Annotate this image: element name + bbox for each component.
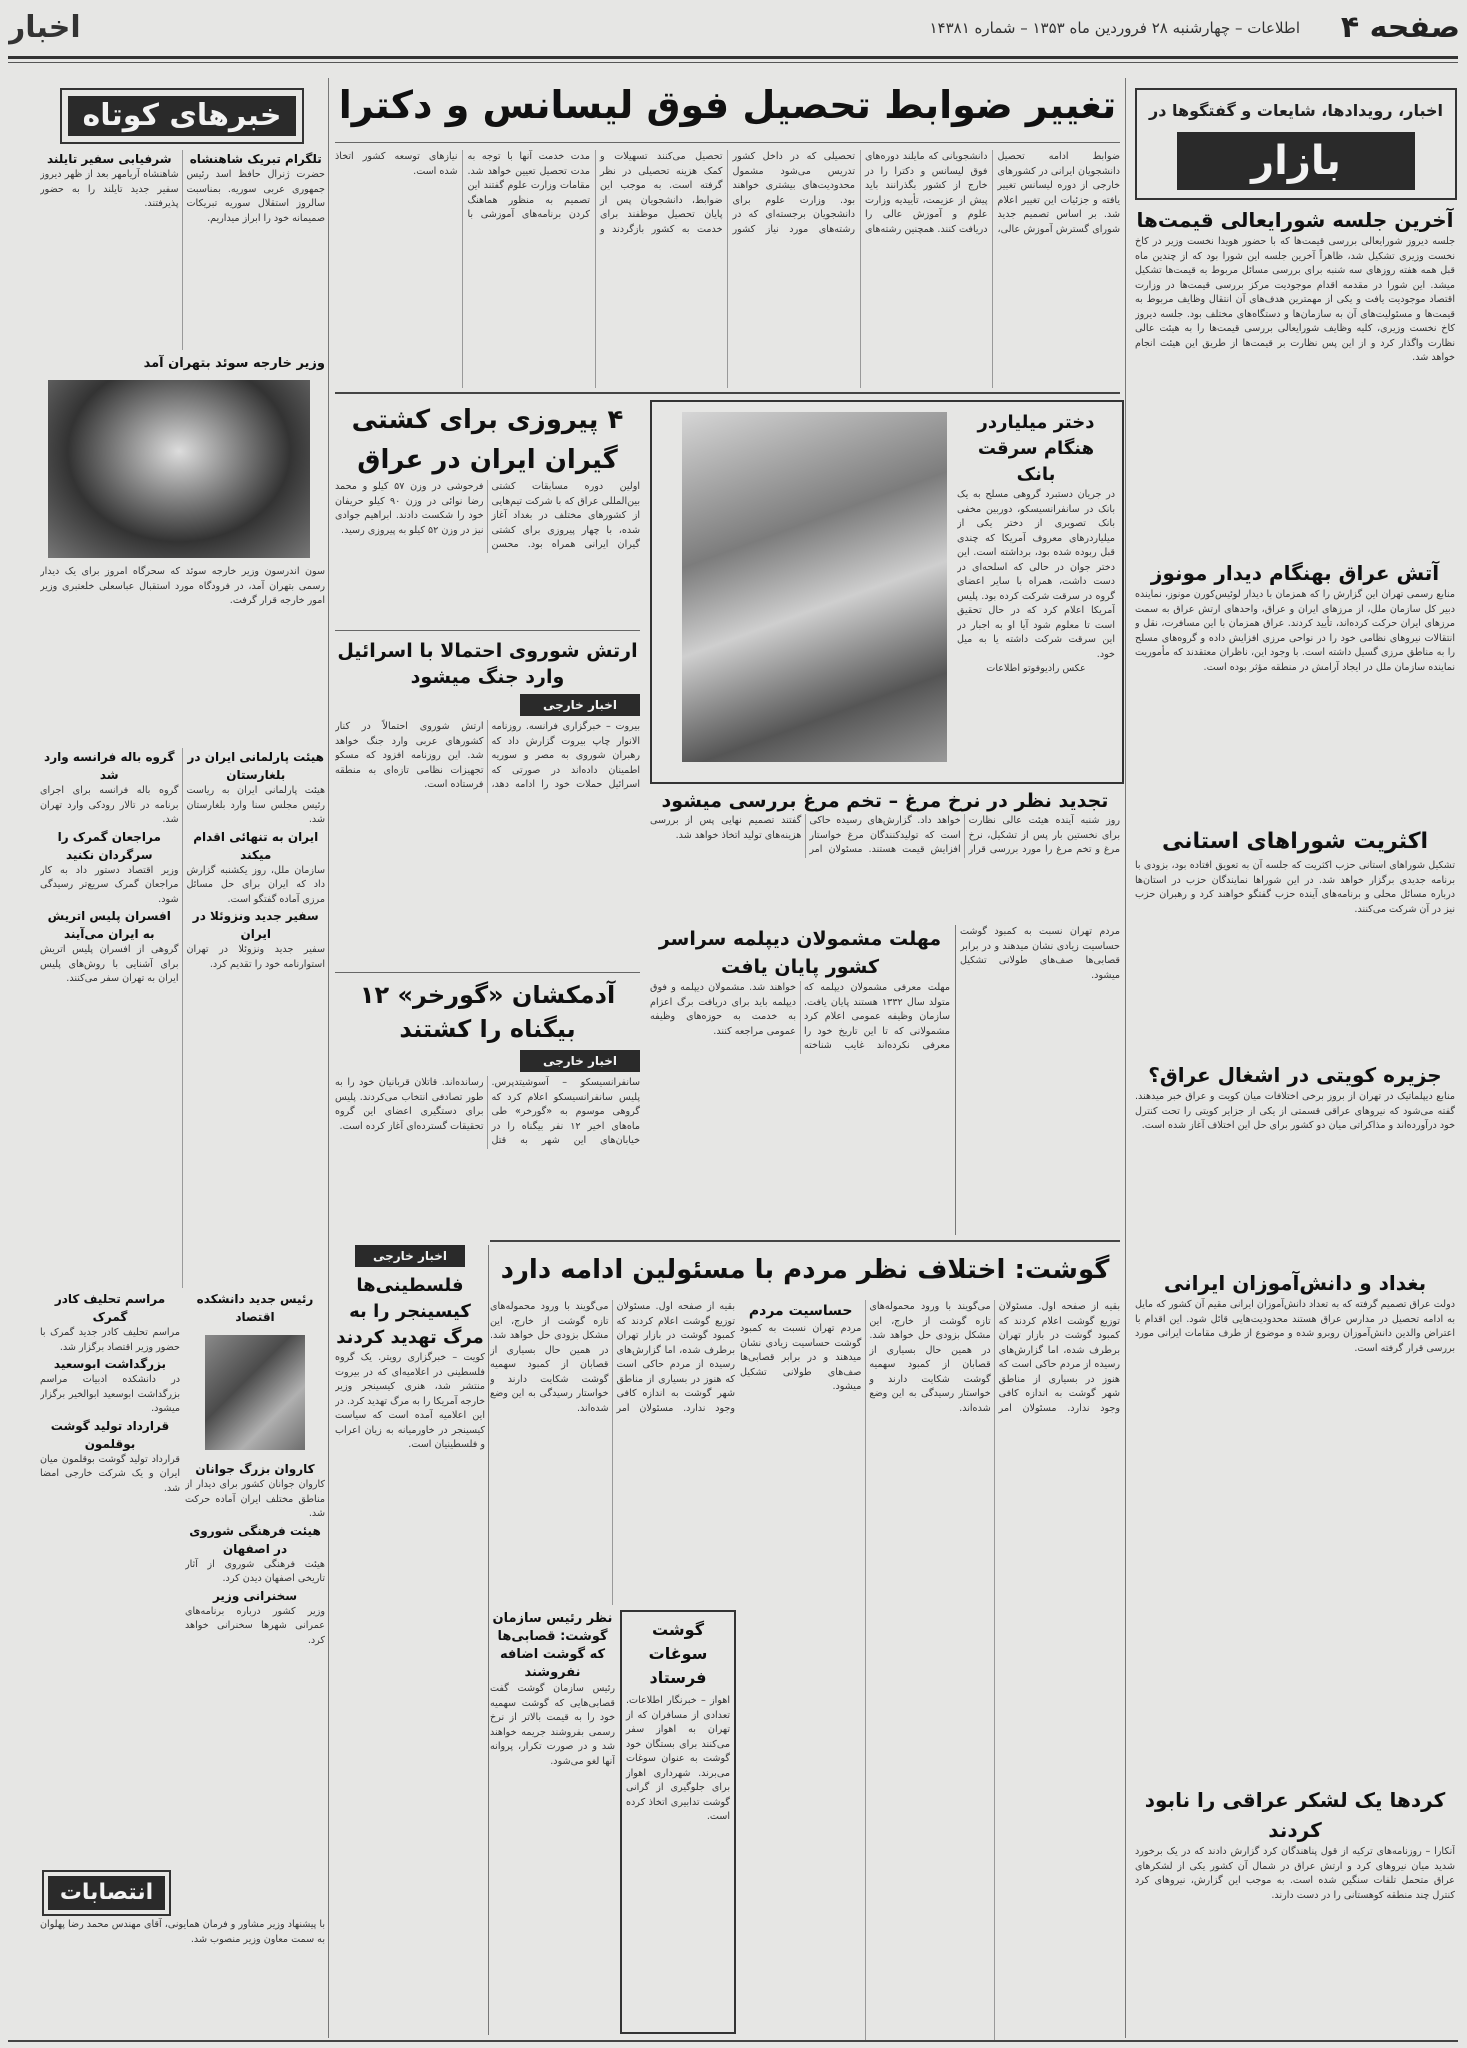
appointments-title: انتصابات	[48, 1876, 165, 1910]
article-body: جلسه دیروز شورایعالی بررسی قیمت‌ها که با حضور هویدا نخست وزیر در کاخ نخست وزیری تشکیل شد، ظاهراً آخرین جلسه این شورا بود که از چندین ماه قبل همه هفته روزهای سه شنبه برای بررسی مسائل مربوط به قیمت‌ها تشکیل میشد. این شورا در مقدمه اقدام موجودیت مرکز بررسی قیمت‌ها در وزارت اقتصاد موجودیت یافت و یکی از مهمترین هدف‌های آن انتقال وظایف مربوط به قیمت‌ها و مسئولیت‌های آن به سازمان‌ها و دستگاه‌های مختلف بود. جلسه دیروز کاخ نخست وزیری، کلیه وظایف شورایعالی بررسی قیمت‌ها را به هیئت عالی نظارت واگذار کرد و از این پس نظارت بر قیمت‌ها از طریق این هیئت انجام خواهد شد.	[1135, 236, 1455, 363]
meat-box-headline: گوشت سوغات فرستاد	[648, 1620, 708, 1687]
meat-org-headline: نظر رئیس سازمان گوشت: قصابی‌ها که گوشت اضافه نفروشند	[492, 1611, 613, 1680]
brief-news-header-box	[60, 88, 304, 144]
top-story-body	[335, 150, 1120, 388]
zebra-body-wrap	[335, 1076, 640, 1149]
top-story-headline-area	[335, 70, 1120, 140]
meat-box-body: اهواز – خبرنگار اطلاعات. تعدادی از مسافران که از تهران به اهواز سفر می‌کنند برای بستگان خود گوشت به عنوان سوغات می‌برند. شهرداری اهواز برای جلوگیری از گرانی گوشت تدابیری اتخاذ کرده است.	[626, 1695, 730, 1822]
politics-kicker: اخبار، رویدادها، شایعات و گفتگوها در	[1149, 101, 1443, 120]
top-story-text: ضوابط ادامه تحصیل دانشجویان ایرانی در کشورهای خارجی از دوره لیسانس تغییر یافته و جزئیات این تغییر اعلام شد. بر اساس تصمیم جدید شورای گسترش آموزش عالی، دانشجویانی که مایلند دوره‌های فوق لیسانس و دکترا را در خارج از کشور بگذرانند باید پیش از عزیمت، تأییدیه وزارت علوم و آموزش عالی را دریافت کنند. همچنین رشته‌های تحصیلی که در داخل کشور تدریس می‌شود مشمول محدودیت‌های بیشتری خواهند بود. وزارت علوم برای دانشجویان برجسته‌ای که در رشته‌های مورد نیاز کشور تحصیل می‌کنند تسهیلات و کمک هزینه تحصیلی در نظر گرفته است. به موجب این ضوابط، دانشجویان پس از پایان تحصیل موظفند برای خدمت به کشور بازگردند و مدت خدمت آنها با توجه به مدت تحصیل تعیین خواهد شد. مقامات وزارت علوم گفتند این تصمیم به منظور هماهنگ کردن برنامه‌های آموزشی با نیازهای توسعه کشور اتخاذ شده است.	[335, 151, 1120, 235]
article-headline: اکثریت شوراهای استانی	[1161, 829, 1429, 854]
brief-news-mid	[40, 748, 325, 1288]
article-headline: جزیره کویتی در اشغال عراق؟	[1148, 1063, 1442, 1087]
zebra-tag: اخبار خارجی	[520, 1050, 640, 1072]
brief-news-lower-right	[185, 1460, 325, 1880]
diploma-body: مهلت معرفی مشمولان دیپلمه که متولد سال ۱۳۳۲ هستند پایان یافت. سازمان وظیفه عمومی اعلام کرد مشمولانی که تا این تاریخ خود را معرفی نکرده‌اند غایب شناخته خواهند شد. مشمولان دیپلمه و فوق دیپلمه باید برای دریافت برگ اعزام به خدمت به حوزه‌های وظیفه عمومی مراجعه کنند.	[650, 982, 950, 1051]
soviet-body: بیروت – خبرگزاری فرانسه. روزنامه الانوار چاپ بیروت گزارش داد که رهبران شوروی به مصر و سوریه اطمینان داده‌اند در صورتی که اسرائیل حملات خود را ادامه دهد، ارتش شوروی احتمالاً در کنار کشورهای عربی وارد جنگ خواهد شد. این روزنامه افزود که مسکو تجهیزات نظامی تازه‌ای به منطقه فرستاده است.	[335, 721, 640, 790]
bank-robbery-photo	[682, 412, 947, 762]
brief-body: گروه باله فرانسه برای اجرای برنامه در تالار رودکی وارد تهران شد.	[40, 785, 179, 825]
eggs-headline: تجدید نظر در نرخ مرغ – تخم مرغ بررسی میشود	[661, 790, 1109, 812]
politics-title: بازار	[1177, 132, 1415, 190]
meat-article-headline-area	[490, 1245, 1120, 1295]
article-body: منابع رسمی تهران این گزارش را که همزمان با دیدار لوئیس‌کورن مونوز، نماینده دبیر کل سازمان ملل، از مرزهای ایران و عراق، واحدهای ارتش عراق به سمت مرزهای ایران حرکت کرده‌اند، تأیید کردند. عراق همزمان با این مسافرت، نقل و انتقالات نیروهای نظامی خود را در نواحی مرزی افزایش داده و گروه‌های مسلح را به مناطق مرزی گسیل داشته است. با وجود این، ناظران معتقدند که مأموریت نماینده سازمان ملل در ایجاد آرامش در منطقه مؤثر بوده است.	[1135, 589, 1455, 673]
politics-article-4	[1135, 1060, 1455, 1260]
brief-headline: هیئت پارلمانی ایران در بلغارستان	[187, 750, 324, 782]
meat-continued-text: مردم تهران نسبت به کمبود گوشت حساسیت زیادی نشان میدهند و در برابر قصابی‌ها صف‌های طولانی تشکیل میشود.	[960, 926, 1120, 981]
brief-body: وزیر کشور درباره برنامه‌های عمرانی شهرها سخنرانی خواهد کرد.	[185, 1605, 325, 1646]
article-headline: آخرین جلسه شورایعالی قیمت‌ها	[1136, 208, 1454, 232]
photo-story-text-col	[957, 410, 1115, 775]
appointments-box	[42, 1870, 171, 1916]
photo-story-body: در جریان دستبرد گروهی مسلح به یک بانک در سانفرانسیسکو، دوربین مخفی بانک تصویری از دختر یکی از میلیاردرهای معروف آمریکا که چندی قبل ربوده شده بود، برداشته است. این دختر جوان در حالی که اسلحه‌ای در دست داشت، همراه با سایر اعضای گروه در سرقت شرکت کرده بود. پلیس آمریکا اعلام کرد که در حال تحقیق است تا معلوم شود آیا او به اجبار در این سرقت شرکت داشته یا به میل خود.	[957, 489, 1115, 660]
palestinians-headline: فلسطینی‌ها کیسینجر را به مرگ تهدید کردند	[336, 1275, 484, 1348]
meat-body-2: بقیه از صفحه اول. مسئولان توزیع گوشت اعلام کردند که کمبود گوشت در بازار تهران برطرف شده، اما گزارش‌های رسیده از مردم حاکی است که هنوز در بسیاری از مناطق شهر گوشت به اندازه کافی وجود ندارد. مسئولان امر می‌گویند با ورود محموله‌های تازه گوشت از خارج، این مشکل بزودی حل خواهد شد. در همین حال بسیاری از قصابان از کمبود سهمیه گوشت شکایت دارند و خواستار رسیدگی به این وضع شده‌اند.	[490, 1301, 735, 1414]
meat-org-article	[490, 1610, 615, 2030]
right-column-divider	[1125, 78, 1126, 2038]
brief-headline: وزیر خارجه سوئد بتهران آمد	[143, 356, 325, 371]
brief-headline: مراجعان گمرک را سرگردان نکنید	[57, 829, 161, 862]
palestinians-article	[335, 1245, 485, 2035]
brief-body: شاهنشاه آریامهر بعد از ظهر دیروز سفیر جدید تایلند را به حضور پذیرفتند.	[40, 169, 179, 209]
dean-headline-area	[185, 1290, 325, 1330]
brief-body: حضرت ژنرال حافظ اسد رئیس جمهوری عربی سوریه. بمناسبت سالروز استقلال سوریه تبریکات صمیمانه خود را ابراز میداریم.	[186, 169, 325, 224]
brief-headline: ایران به تنهائی اقدام میکند	[193, 829, 319, 862]
brief-body: سازمان ملل، روز یکشنبه گزارش داد که ایران برای حل مسائل مرزی آماده گفتگو است.	[186, 864, 325, 905]
brief-headline: قرارداد تولید گوشت بوقلمون	[50, 1418, 170, 1451]
politics-article-1	[1135, 205, 1455, 555]
brief-headline: کاروان بزرگ جوانان	[195, 1462, 315, 1476]
soviet-rule	[335, 972, 640, 973]
meat-top-rule	[490, 1240, 1120, 1242]
masthead-rule-2	[8, 62, 1458, 63]
top-story-headline: تغییر ضوابط تحصیل فوق لیسانس و دکترا	[338, 83, 1117, 127]
brief-news-top	[40, 150, 325, 350]
meat-article-body-2	[490, 1300, 735, 1605]
wrestling-body: اولین دوره مسابقات کشتی بین‌المللی عراق که با شرکت تیم‌هایی از کشورهای مختلف در بغداد آغاز شده، با چهار پیروزی برای کشتی گیران ایرانی همراه بود. محسن فرحوشی در وزن ۵۷ کیلو و محمد رضا نوائی در وزن ۹۰ کیلو حریفان خود را شکست دادند. ابراهیم جوادی نیز در وزن ۵۲ کیلو به پیروزی رسید.	[335, 481, 640, 550]
masthead-page-label: صفحه ۴	[1340, 10, 1460, 45]
zebra-article	[335, 978, 640, 1238]
eggs-body: روز شنبه آینده هیئت عالی نظارت برای نخستین بار پس از تشکیل، نرخ مرغ و تخم مرغ را مورد بررسی قرار خواهد داد. گزارش‌های رسیده حاکی است که تولیدکنندگان مرغ خواستار افزایش قیمت هستند. مسئولان امر گفتند تصمیم نهایی پس از بررسی هزینه‌های تولید اتخاذ خواهد شد.	[650, 815, 1120, 855]
politics-article-5	[1135, 1268, 1455, 1773]
politics-header-box	[1135, 88, 1457, 200]
article-headline: آتش عراق بهنگام دیدار مونوز	[1150, 561, 1440, 585]
top-story-bottom-rule	[335, 392, 1120, 394]
soviet-tag: اخبار خارجی	[520, 694, 640, 716]
brief-headline: شرفیابی سفیر تایلند	[46, 152, 172, 166]
masthead-date-line: اطلاعات – چهارشنبه ۲۸ فروردین ماه ۱۳۵۳ – شماره ۱۴۳۸۱	[929, 19, 1300, 37]
palestinians-tag: اخبار خارجی	[355, 1245, 465, 1267]
eggs-body-wrap	[650, 814, 1120, 858]
diploma-headline: مهلت مشمولان دیپلمه سراسر کشور پایان یافت	[658, 928, 942, 978]
brief-headline: گروه باله فرانسه وارد شد	[44, 750, 175, 782]
sweden-minister-body	[40, 565, 325, 740]
brief-body: قرارداد تولید گوشت بوقلمون میان ایران و یک شرکت خارجی امضا شد.	[40, 1453, 180, 1494]
brief-body: هیئت فرهنگی شوروی از آثار تاریخی اصفهان دیدن کرد.	[185, 1558, 325, 1584]
brief-headline: افسران پلیس اتریش به ایران می‌آیند	[47, 909, 171, 941]
center-divider	[488, 1245, 489, 2035]
wrestling-body-wrap	[335, 480, 640, 553]
masthead-section-label: اخبار	[8, 10, 81, 45]
zebra-body: سانفرانسیسکو – آسوشیتدپرس. پلیس سانفرانسیسکو اعلام کرد که گروهی موسوم به «گورخر» طی ماه‌های اخیر ۱۲ نفر بیگناه را در خیابان‌های این شهر به قتل رسانده‌اند. قاتلان قربانیان خود را به طور تصادفی انتخاب می‌کردند. پلیس برای دستگیری اعضای این گروه تحقیقات گسترده‌ای آغاز کرده است.	[335, 1077, 640, 1146]
meat-sub-body: مردم تهران نسبت به کمبود گوشت حساسیت زیادی نشان میدهند و در برابر قصابی‌ها صف‌های طولانی تشکیل میشود.	[740, 1323, 862, 1392]
politics-article-3	[1135, 825, 1455, 1050]
brief-headline: هیئت فرهنگی شوروی در اصفهان	[189, 1523, 321, 1556]
article-body: منابع دیپلماتیک در تهران از بروز برخی اختلافات میان کویت و عراق خبر میدهند. گفته می‌شود که نیروهای عراقی قسمتی از یکی از جزایر کویتی را تحت کنترل خود درآورده‌اند و مذاکراتی میان دو کشور برای حل این اختلاف آغاز شده است.	[1135, 1091, 1455, 1131]
eggs-article	[650, 788, 1120, 918]
brief-body: سون اندرسون وزیر خارجه سوئد که سحرگاه امروز برای یک دیدار رسمی بتهران آمد، در فرودگاه مورد استقبال عباسعلی خلعتبری وزیر امور خارجه قرار گرفت.	[40, 566, 325, 606]
brief-headline: سفیر جدید ونزوئلا در ایران	[192, 909, 319, 941]
article-body: تشکیل شوراهای استانی حزب اکثریت که جلسه آن به تعویق افتاده بود، بزودی با برنامه جدیدی برگزار خواهد شد. در این شوراها نمایندگان حزب در استان‌ها درباره مسائل محلی و برنامه‌های آینده حزب گفتگو خواهند کرد و رهبران حزب نیز در آن شرکت می‌کنند.	[1135, 860, 1455, 915]
brief-body: کاروان جوانان کشور برای دیدار از مناطق مختلف ایران آماده حرکت شد.	[185, 1479, 325, 1519]
soviet-body-wrap	[335, 720, 640, 793]
meat-headline: گوشت: اختلاف نظر مردم با مسئولین ادامه دارد	[500, 1255, 1110, 1285]
article-headline: کردها یک لشکر عراقی را نابود کردند	[1144, 1788, 1446, 1842]
article-body: آنکارا – روزنامه‌های ترکیه از قول پناهندگان کرد گزارش دادند که در یک برخورد شدید میان نیروهای کرد و ارتش عراق در شمال آن کشور یکی از لشکرهای عراق متحمل تلفات سنگین شده است. به موجب این گزارش، نیروهای کرد کنترل چند منطقه کوهستانی را در دست دارند.	[1135, 1846, 1455, 1901]
diploma-divider	[955, 925, 956, 1235]
photo-story-caption: عکس رادیوفوتو اطلاعات	[986, 663, 1086, 674]
wrestling-headline: ۴ پیروزی برای کشتی گیران ایران در عراق	[351, 405, 624, 475]
soviet-headline: ارتش شوروی احتمالا با اسرائیل وارد جنگ میشود	[337, 640, 638, 688]
meat-org-body: رئیس سازمان گوشت گفت قصابی‌هایی که گوشت سهمیه خود را به قیمت بالاتر از نرخ رسمی بفروشند جریمه خواهند شد و در صورت تکرار، پروانه آنها لغو می‌شود.	[490, 1683, 615, 1767]
brief-headline: سخنرانی وزیر	[212, 1588, 298, 1603]
brief-body: هیئت پارلمانی ایران به ریاست رئیس مجلس سنا وارد بلغارستان شد.	[186, 785, 325, 825]
appointments-body-area	[40, 1918, 325, 2038]
appointments-body: با پیشنهاد وزیر مشاور و فرمان همایونی، آقای مهندس محمد رضا پهلوان به سمت معاون وزیر منصوب شد.	[40, 1919, 325, 1945]
brief-news-lower	[40, 1290, 180, 1750]
brief-headline: رئیس جدید دانشکده اقتصاد	[196, 1292, 314, 1324]
diploma-article	[650, 925, 950, 1235]
soviet-article	[335, 638, 640, 968]
sweden-minister-headline-area	[40, 352, 325, 376]
zebra-headline: آدمکشان «گورخر» ۱۲ بیگناه را کشتند	[359, 981, 616, 1043]
politics-article-6	[1135, 1785, 1455, 2040]
brief-headline: تلگرام تبریک شاهنشاه	[189, 152, 322, 166]
photo-story-box	[650, 400, 1124, 784]
meat-continued-col	[960, 925, 1120, 1235]
swedish-minister-photo	[48, 380, 310, 558]
brief-headline: مراسم تحلیف کادر گمرک	[54, 1292, 166, 1324]
photo-story-headline: دختر میلیاردر هنگام سرقت بانک	[977, 412, 1095, 485]
brief-body: وزیر اقتصاد دستور داد به کار مراجعان گمرک سریع‌تر رسیدگی شود.	[40, 864, 179, 905]
brief-headline: بزرگداشت ابوسعید	[53, 1357, 167, 1371]
diploma-body-wrap	[650, 981, 950, 1054]
palestinians-body: کویت – خبرگزاری رویتر. یک گروه فلسطینی در اعلامیه‌ای که در بیروت منتشر شد، هنری کیسینجر وزیر خارجه آمریکا را به مرگ تهدید کرد. در این اعلامیه آمده است که سیاست کیسینجر در خاورمیانه به زیان اعراب و فلسطینیان است.	[335, 1352, 485, 1450]
meat-subheadline: حساسیت مردم	[748, 1303, 853, 1319]
politics-article-2	[1135, 558, 1455, 818]
article-headline: بغداد و دانش‌آموزان ایرانی	[1163, 1271, 1427, 1295]
article-body: دولت عراق تصمیم گرفته که به تعداد دانش‌آموزان ایرانی مقیم آن کشور که مایل به ادامه تحصیل در مدارس عراق هستند محدودیت‌هایی قائل شود. این اقدام با اعتراض والدین دانش‌آموزان روبرو شده و موضوع از طرف مقامات ایرانی مورد بررسی قرار گرفته است.	[1135, 1299, 1455, 1354]
masthead	[0, 0, 1467, 60]
top-story-rule	[335, 142, 1120, 143]
left-column-divider	[328, 78, 329, 2038]
brief-body: در دانشکده ادبیات مراسم بزرگداشت ابوسعید ابوالخیر برگزار میشود.	[40, 1374, 180, 1414]
masthead-rule	[8, 56, 1458, 59]
page-bottom-rule	[8, 2040, 1458, 2042]
brief-news-title: خبرهای کوتاه	[68, 96, 296, 136]
brief-body: مراسم تحلیف کادر جدید گمرک با حضور وزیر اقتصاد برگزار شد.	[40, 1327, 180, 1353]
brief-body: گروهی از افسران پلیس اتریش برای آشنایی با روش‌های پلیس ایران به تهران سفر می‌کنند.	[40, 944, 179, 984]
wrestling-rule	[335, 630, 640, 631]
wrestling-article	[335, 400, 640, 635]
meat-souvenir-box	[620, 1610, 736, 2034]
meat-body: بقیه از صفحه اول. مسئولان توزیع گوشت اعلام کردند که کمبود گوشت در بازار تهران برطرف شده، اما گزارش‌های رسیده از مردم حاکی است که هنوز در بسیاری از مناطق شهر گوشت به اندازه کافی وجود ندارد. مسئولان امر می‌گویند با ورود محموله‌های تازه گوشت از خارج، این مشکل بزودی حل خواهد شد. در همین حال بسیاری از قصابان از کمبود سهمیه گوشت شکایت دارند و خواستار رسیدگی به این وضع شده‌اند.	[869, 1301, 1120, 1414]
meat-article-body	[740, 1300, 1120, 2040]
dean-portrait-photo	[205, 1335, 305, 1450]
brief-body: سفیر جدید ونزوئلا در تهران استوارنامه خود را تقدیم کرد.	[186, 944, 325, 970]
